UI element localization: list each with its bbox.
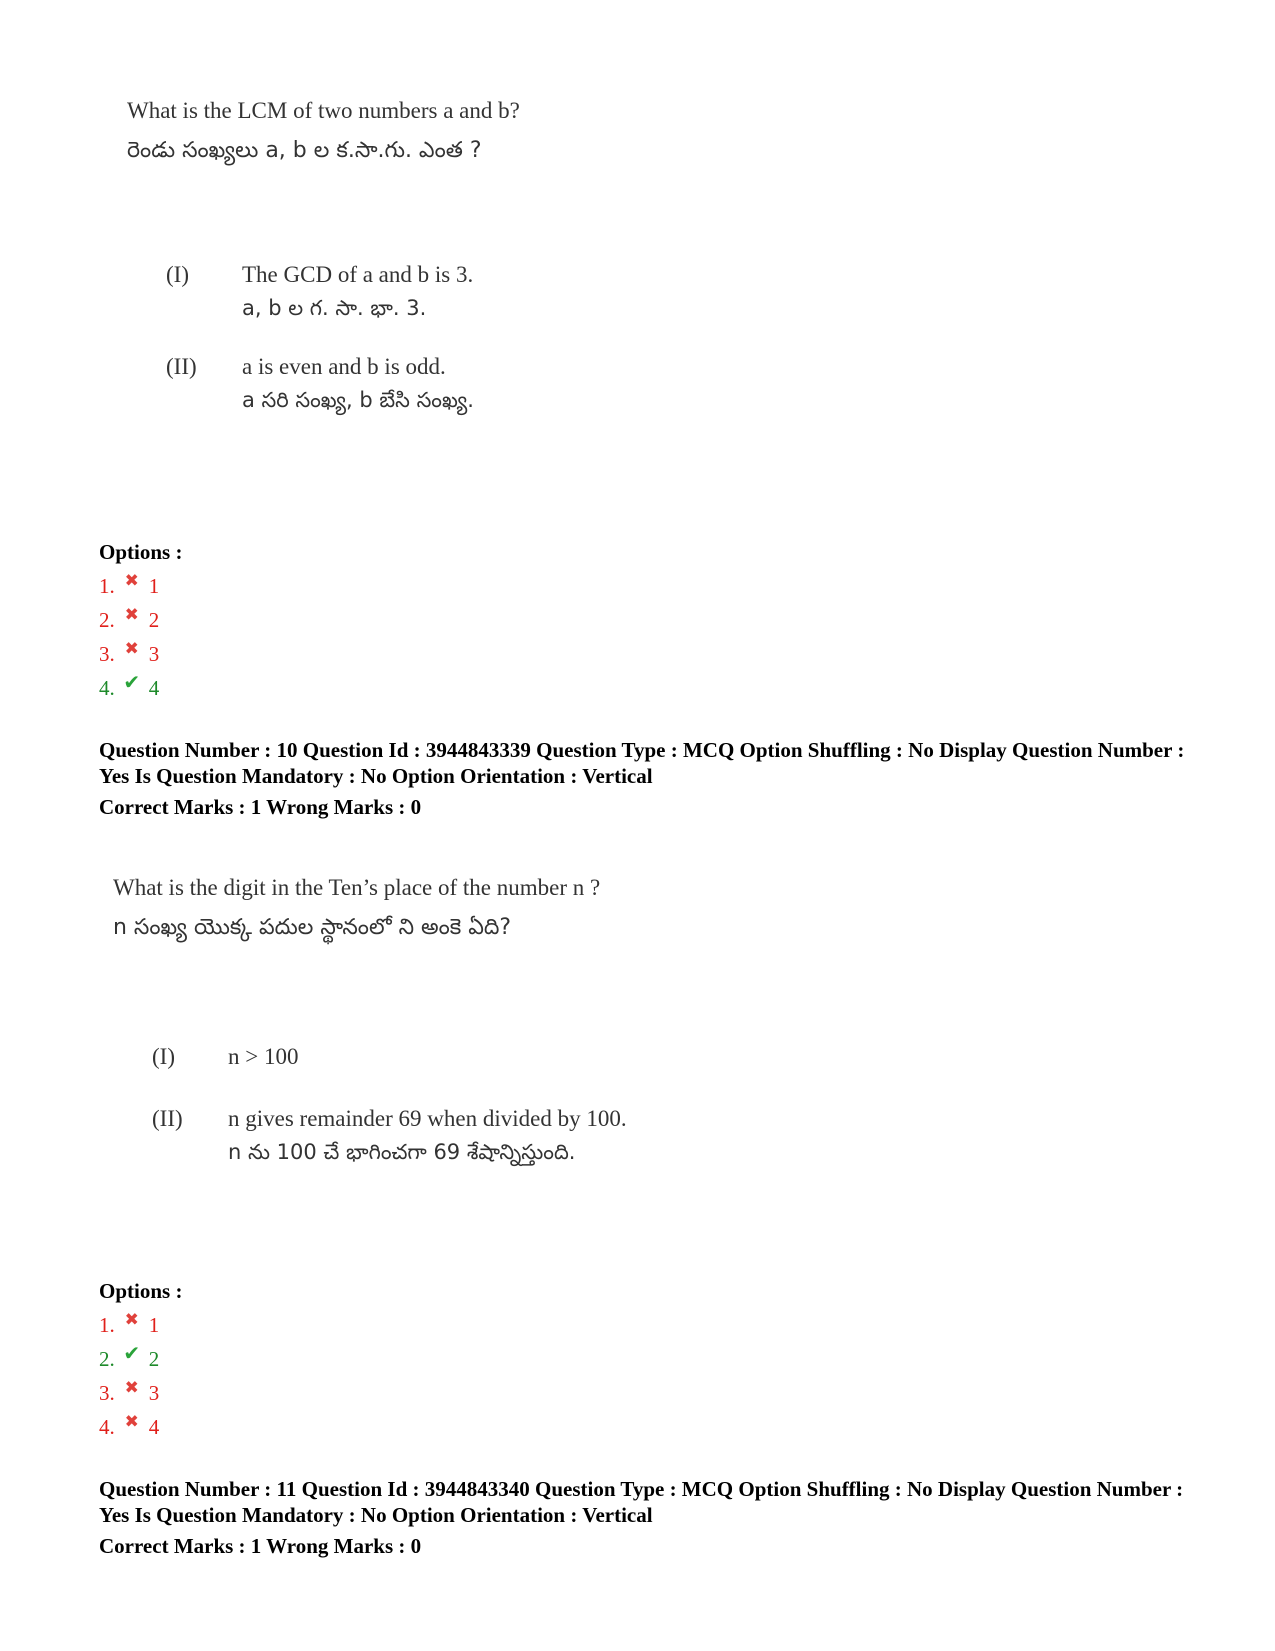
statement-text-te: n ను 100 చే భాగించగా 69 శేషాన్నిస్తుంది. bbox=[228, 1140, 576, 1164]
option-item bbox=[99, 570, 160, 599]
statement-text-en: a is even and b is odd. bbox=[242, 354, 446, 379]
option-text: 4 bbox=[148, 676, 160, 700]
question-11-marks: Correct Marks : 1 Wrong Marks : 0 bbox=[99, 1534, 422, 1558]
option-number: 3. bbox=[99, 642, 115, 666]
question-10-meta: Question Number : 10 Question Id : 3944843339 Question Type : MCQ Option Shuffling : No Display Question Number : Yes Is Question Mandatory : No Option Orientation : Vertical bbox=[99, 738, 1185, 788]
question-10-marks: Correct Marks : 1 Wrong Marks : 0 bbox=[99, 795, 422, 819]
cross-icon: ✖ bbox=[124, 1377, 139, 1397]
option-text: 1 bbox=[148, 1313, 160, 1337]
option-text: 3 bbox=[148, 642, 160, 666]
cross-icon: ✖ bbox=[124, 1309, 139, 1329]
statement-text-en: n > 100 bbox=[228, 1044, 299, 1069]
cross-icon: ✖ bbox=[124, 1411, 139, 1431]
option-item bbox=[99, 1411, 160, 1440]
statement-text-te: a సరి సంఖ్య, b బేసి సంఖ్య. bbox=[242, 388, 474, 412]
question-10-text-en: What is the digit in the Ten’s place of the number n ? bbox=[113, 875, 601, 900]
options-label: Options : bbox=[99, 1279, 183, 1303]
option-item bbox=[99, 1377, 160, 1406]
statement-text-te: a, b ల గ. సా. భా. 3. bbox=[242, 296, 427, 320]
question-11-meta: Question Number : 11 Question Id : 3944843340 Question Type : MCQ Option Shuffling : No Display Question Number : Yes Is Question Mandatory : No Option Orientation : Vertical bbox=[99, 1477, 1184, 1527]
statement-number: (I) bbox=[166, 262, 189, 287]
cross-icon: ✖ bbox=[124, 570, 139, 590]
option-text: 4 bbox=[148, 1415, 160, 1439]
question-10-image bbox=[113, 875, 600, 945]
cross-icon: ✖ bbox=[124, 604, 139, 624]
option-text: 2 bbox=[148, 1347, 160, 1371]
option-number: 2. bbox=[99, 1347, 115, 1371]
statement-text-en: The GCD of a and b is 3. bbox=[242, 262, 474, 287]
option-item bbox=[99, 604, 160, 633]
statement-number: (I) bbox=[152, 1044, 175, 1069]
question-10-text-te: n సంఖ్య యొక్క పదుల స్థానంలో ని అంకె ఏది? bbox=[113, 915, 512, 940]
check-icon: ✔ bbox=[123, 672, 141, 694]
option-text: 3 bbox=[148, 1381, 160, 1405]
cross-icon: ✖ bbox=[124, 638, 139, 658]
option-number: 4. bbox=[99, 1415, 115, 1439]
question-9-text-en: What is the LCM of two numbers a and b? bbox=[127, 98, 520, 123]
option-number: 1. bbox=[99, 574, 115, 598]
option-number: 4. bbox=[99, 676, 115, 700]
question-9-image bbox=[127, 98, 520, 168]
question-9-text-te: రెండు సంఖ్యలు a, b ల క.సా.గు. ఎంత ? bbox=[127, 138, 482, 163]
statement-text-en: n gives remainder 69 when divided by 100. bbox=[228, 1106, 627, 1131]
option-number: 3. bbox=[99, 1381, 115, 1405]
options-label: Options : bbox=[99, 540, 183, 564]
option-text: 2 bbox=[148, 608, 160, 632]
option-item bbox=[99, 1343, 160, 1372]
option-item bbox=[99, 1309, 160, 1338]
check-icon: ✔ bbox=[123, 1343, 141, 1365]
statement-number: (II) bbox=[152, 1106, 183, 1131]
option-text: 1 bbox=[148, 574, 160, 598]
option-item bbox=[99, 638, 160, 667]
option-item bbox=[99, 672, 160, 701]
option-number: 1. bbox=[99, 1313, 115, 1337]
option-number: 2. bbox=[99, 608, 115, 632]
statement-number: (II) bbox=[166, 354, 197, 379]
